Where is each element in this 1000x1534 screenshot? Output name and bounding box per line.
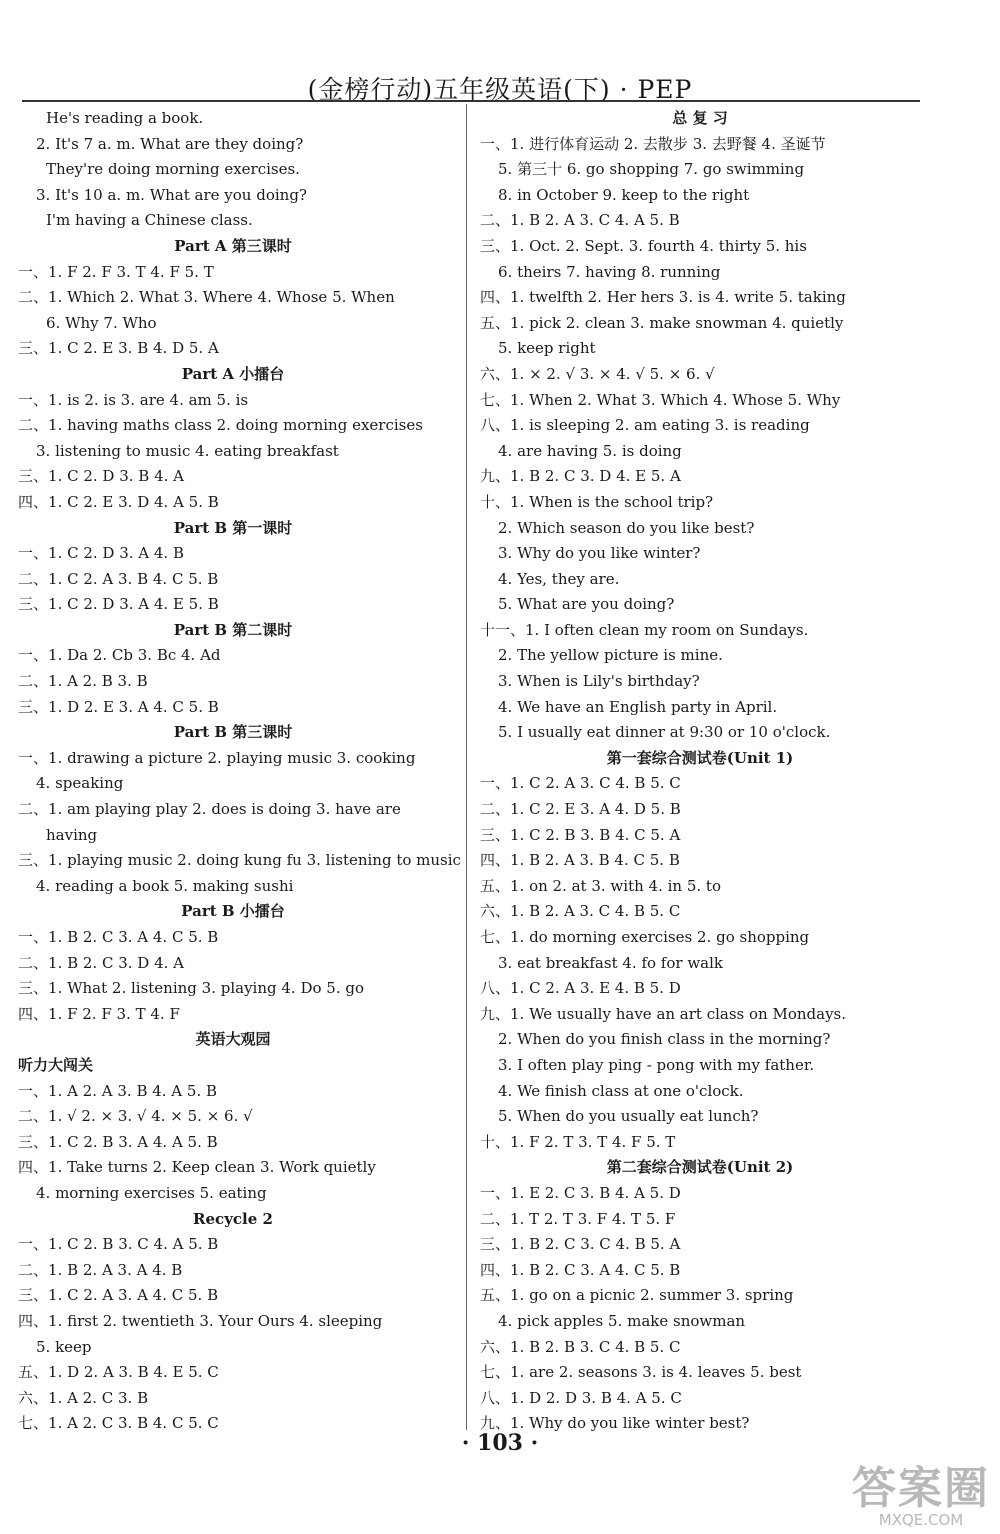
section-heading: Part B 第二课时 <box>173 620 293 639</box>
answer-line: 二、1. √ 2. × 3. √ 4. × 5. × 6. √ <box>18 1107 253 1126</box>
answer-line: 2. The yellow picture is mine. <box>498 646 723 665</box>
answer-line: having <box>46 825 98 844</box>
answer-line: I'm having a Chinese class. <box>46 211 253 230</box>
answer-line: 4. pick apples 5. make snowman <box>498 1311 746 1330</box>
answer-line: 一、1. E 2. C 3. B 4. A 5. D <box>480 1183 681 1202</box>
answer-line: He's reading a book. <box>46 109 204 127</box>
answer-line: 5. What are you doing? <box>498 595 675 614</box>
answer-line: 五、1. D 2. A 3. B 4. E 5. C <box>18 1363 219 1382</box>
answer-line: 4. We finish class at one o'clock. <box>498 1081 744 1100</box>
answer-line: 三、1. C 2. B 3. B 4. C 5. A <box>480 825 681 844</box>
header-rule <box>22 100 920 102</box>
column-divider <box>466 104 467 1430</box>
answer-line: 五、1. pick 2. clean 3. make snowman 4. quietly <box>480 313 844 332</box>
answer-line: 二、1. A 2. B 3. B <box>18 672 148 691</box>
answer-line: 三、1. C 2. D 3. B 4. A <box>18 467 184 486</box>
answer-line: 三、1. C 2. D 3. A 4. E 5. B <box>18 595 219 614</box>
answer-line: 三、1. B 2. C 3. C 4. B 5. A <box>480 1235 681 1254</box>
answer-line: 二、1. T 2. T 3. F 4. T 5. F <box>480 1209 676 1228</box>
answer-line: 一、1. is 2. is 3. are 4. am 5. is <box>18 390 249 409</box>
answer-line: 3. Why do you like winter? <box>498 544 701 563</box>
right-column <box>480 106 920 1437</box>
answer-line: 三、1. D 2. E 3. A 4. C 5. B <box>18 697 219 716</box>
answer-line: 二、1. C 2. E 3. A 4. D 5. B <box>480 800 681 819</box>
answer-line: 一、1. C 2. B 3. C 4. A 5. B <box>18 1235 219 1254</box>
left-column <box>18 106 461 1437</box>
answer-line: 一、1. 进行体育运动 2. 去散步 3. 去野餐 4. 圣诞节 <box>480 134 826 153</box>
answer-line: 四、1. Take turns 2. Keep clean 3. Work quietly <box>18 1158 376 1177</box>
answer-line: 4. morning exercises 5. eating <box>36 1183 267 1202</box>
watermark-text: 答案圈 <box>852 1463 990 1514</box>
answer-line: 三、1. C 2. E 3. B 4. D 5. A <box>18 339 219 358</box>
answer-line: 4. are having 5. is doing <box>498 441 682 460</box>
answer-line: 一、1. Da 2. Cb 3. Bc 4. Ad <box>18 646 221 665</box>
answer-line: 6. theirs 7. having 8. running <box>498 262 721 281</box>
answer-line: 5. keep <box>36 1337 92 1356</box>
answer-line: 5. When do you usually eat lunch? <box>498 1107 759 1126</box>
answer-line: 三、1. What 2. listening 3. playing 4. Do 5. go <box>18 979 365 998</box>
answer-line: 五、1. go on a picnic 2. summer 3. spring <box>480 1286 794 1305</box>
answer-line: 六、1. B 2. B 3. C 4. B 5. C <box>480 1337 681 1356</box>
watermark-url: MXQE.COM <box>878 1511 964 1529</box>
section-heading: 第二套综合测试卷(Unit 2) <box>606 1158 794 1177</box>
answer-line: 七、1. When 2. What 3. Which 4. Whose 5. Why <box>480 390 841 409</box>
answer-line: 3. I often play ping - pong with my father. <box>498 1055 815 1074</box>
answer-line: 5. I usually eat dinner at 9:30 or 10 o'clock. <box>498 723 831 742</box>
answer-line: 4. speaking <box>36 774 124 793</box>
answer-line: 二、1. C 2. A 3. B 4. C 5. B <box>18 569 219 588</box>
answer-line: 九、1. B 2. C 3. D 4. E 5. A <box>480 467 681 486</box>
answer-line: They're doing morning exercises. <box>46 160 300 179</box>
answer-line: 二、1. Which 2. What 3. Where 4. Whose 5. When <box>18 288 395 307</box>
answer-line: 四、1. twelfth 2. Her hers 3. is 4. write 5. taking <box>480 288 846 307</box>
answer-line: 一、1. C 2. D 3. A 4. B <box>18 544 184 563</box>
answer-line: 三、1. playing music 2. doing kung fu 3. listening to music <box>18 851 461 870</box>
answer-line: 八、1. is sleeping 2. am eating 3. is reading <box>480 416 810 435</box>
section-heading: Part B 小擂台 <box>181 902 285 921</box>
answer-line: 6. Why 7. Who <box>46 313 157 332</box>
section-heading: Part A 小擂台 <box>181 364 285 383</box>
answer-line: 九、1. Why do you like winter best? <box>480 1414 750 1433</box>
answer-line: 十、1. When is the school trip? <box>480 492 714 511</box>
answer-line: 八、1. C 2. A 3. E 4. B 5. D <box>480 979 681 998</box>
watermark-logo <box>852 1463 990 1529</box>
answer-line: 8. in October 9. keep to the right <box>498 185 750 204</box>
answer-line: 2. When do you finish class in the morning? <box>498 1030 831 1049</box>
answer-line: 4. We have an English party in April. <box>498 697 778 716</box>
answer-line: 5. 第三十 6. go shopping 7. go swimming <box>498 160 805 179</box>
answer-line: 二、1. B 2. A 3. C 4. A 5. B <box>480 211 680 230</box>
answer-line: 八、1. D 2. D 3. B 4. A 5. C <box>480 1388 682 1407</box>
answer-line: 三、1. C 2. B 3. A 4. A 5. B <box>18 1132 218 1151</box>
answer-line: 二、1. B 2. A 3. A 4. B <box>18 1260 183 1279</box>
answer-line: 四、1. F 2. F 3. T 4. F <box>18 1004 180 1023</box>
answer-line: 4. Yes, they are. <box>498 569 620 588</box>
answer-line: 三、1. C 2. A 3. A 4. C 5. B <box>18 1286 219 1305</box>
section-heading: Part B 第一课时 <box>173 518 293 537</box>
answer-line: 3. eat breakfast 4. fo for walk <box>498 953 723 972</box>
answer-line: 5. keep right <box>498 339 596 358</box>
answer-line: 3. When is Lily's birthday? <box>498 672 700 691</box>
answer-line: 一、1. A 2. A 3. B 4. A 5. B <box>18 1081 218 1100</box>
answer-line: 十、1. F 2. T 3. T 4. F 5. T <box>480 1132 676 1151</box>
answer-line: 五、1. on 2. at 3. with 4. in 5. to <box>480 876 721 895</box>
answer-line: 六、1. × 2. √ 3. × 4. √ 5. × 6. √ <box>480 364 715 383</box>
answer-line: 2. Which season do you like best? <box>498 518 755 537</box>
answer-line: 一、1. drawing a picture 2. playing music 3. cooking <box>18 748 416 767</box>
answer-line: 四、1. B 2. A 3. B 4. C 5. B <box>480 851 680 870</box>
answer-line: 四、1. B 2. C 3. A 4. C 5. B <box>480 1260 681 1279</box>
answer-line: 七、1. do morning exercises 2. go shopping <box>480 928 810 946</box>
page-number: · 103 · <box>461 1430 539 1456</box>
answer-line: 3. It's 10 a. m. What are you doing? <box>36 185 307 204</box>
answer-line: 二、1. am playing play 2. does is doing 3. have are <box>18 800 401 819</box>
answer-line: 十一、1. I often clean my room on Sundays. <box>480 620 809 639</box>
answer-line: 三、1. Oct. 2. Sept. 3. fourth 4. thirty 5. his <box>480 236 807 255</box>
answer-line: 四、1. C 2. E 3. D 4. A 5. B <box>18 492 219 511</box>
answer-line: 3. listening to music 4. eating breakfast <box>36 441 339 460</box>
section-heading: Part A 第三课时 <box>174 236 292 255</box>
page-header-title: (金榜行动)五年级英语(下) · PEP <box>307 75 693 104</box>
section-heading: 英语大观园 <box>195 1030 271 1049</box>
answer-line: 4. reading a book 5. making sushi <box>36 876 294 895</box>
section-heading: 听力大闯关 <box>18 1055 94 1074</box>
answer-line: 2. It's 7 a. m. What are they doing? <box>36 134 304 153</box>
answer-line: 九、1. We usually have an art class on Mondays. <box>480 1004 847 1023</box>
answer-line: 一、1. B 2. C 3. A 4. C 5. B <box>18 928 219 946</box>
section-heading: 总 复 习 <box>672 109 728 127</box>
section-heading: Recycle 2 <box>193 1209 273 1228</box>
answer-line: 四、1. first 2. twentieth 3. Your Ours 4. sleeping <box>18 1311 383 1330</box>
section-heading: 第一套综合测试卷(Unit 1) <box>606 748 794 767</box>
answer-line: 一、1. F 2. F 3. T 4. F 5. T <box>18 262 214 281</box>
answer-line: 六、1. B 2. A 3. C 4. B 5. C <box>480 902 681 921</box>
answer-line: 一、1. C 2. A 3. C 4. B 5. C <box>480 774 681 793</box>
answer-line: 七、1. are 2. seasons 3. is 4. leaves 5. best <box>480 1363 802 1382</box>
answer-line: 二、1. having maths class 2. doing morning exercises <box>18 416 423 435</box>
answer-line: 七、1. A 2. C 3. B 4. C 5. C <box>18 1414 219 1433</box>
answer-line: 六、1. A 2. C 3. B <box>18 1388 149 1407</box>
answer-line: 二、1. B 2. C 3. D 4. A <box>18 953 184 972</box>
section-heading: Part B 第三课时 <box>173 723 293 742</box>
